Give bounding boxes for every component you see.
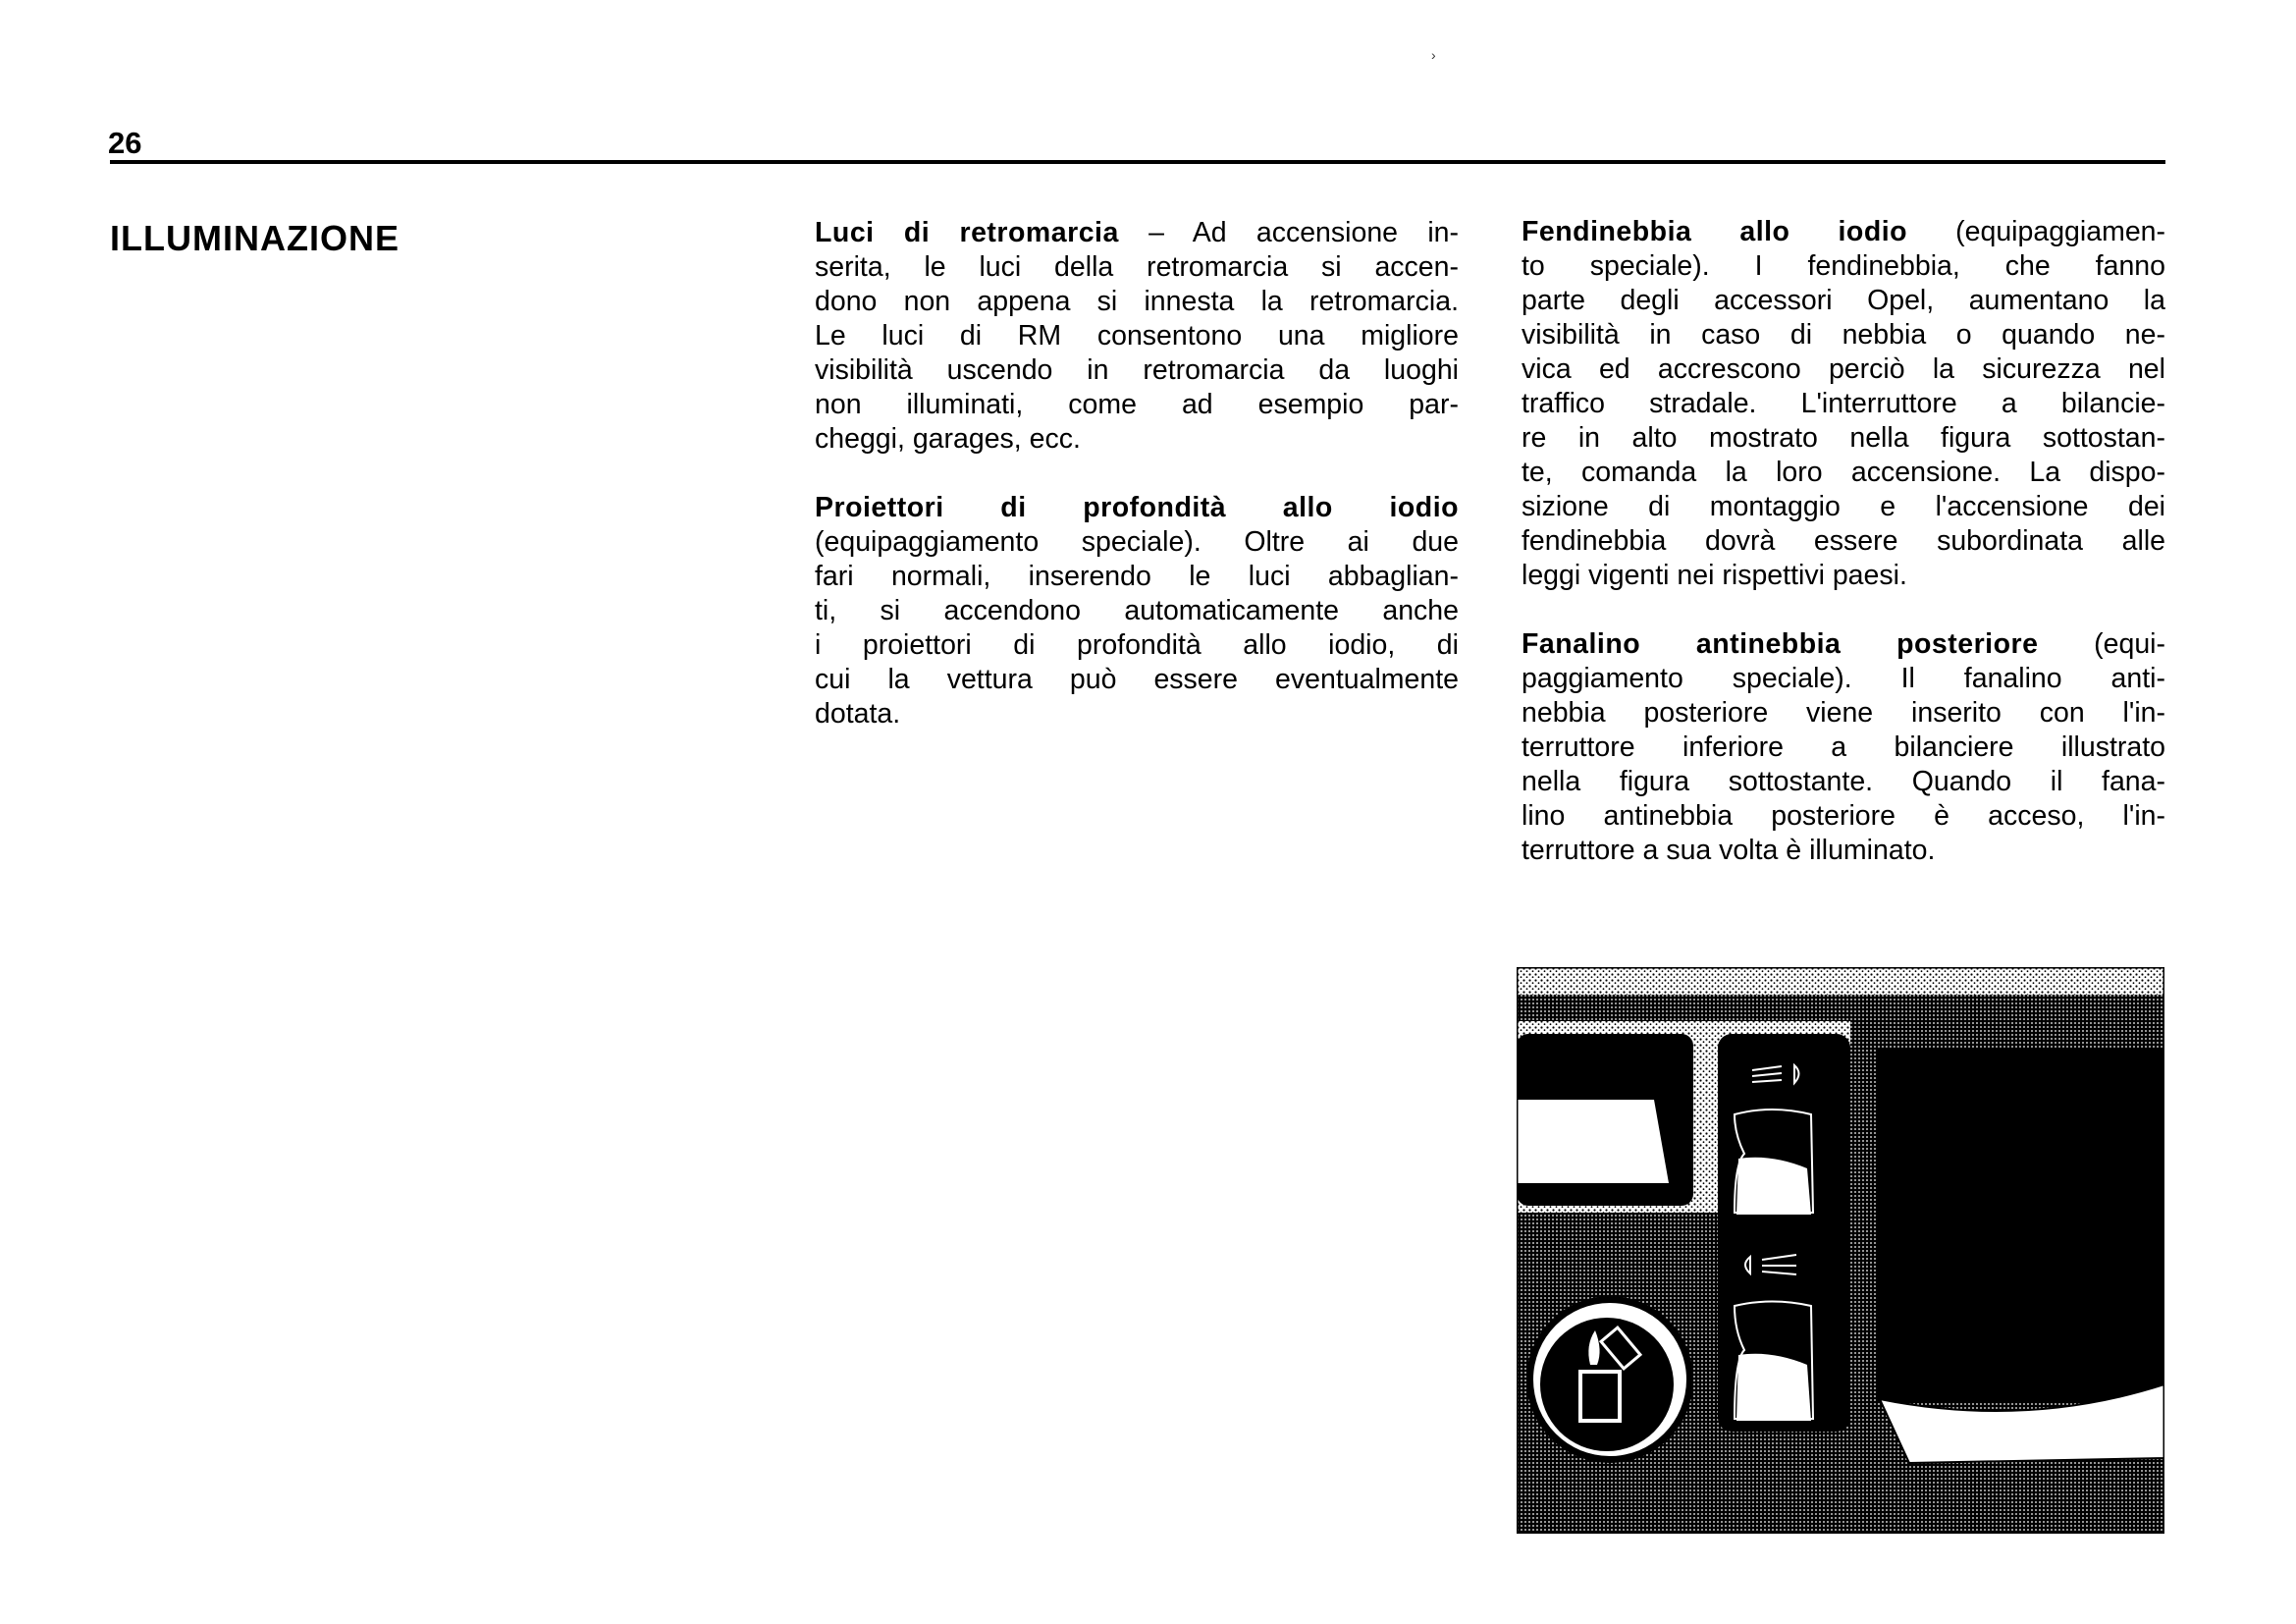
heading-word: profondità: [1083, 492, 1227, 523]
word: Ad: [1192, 217, 1227, 248]
heading-word: di: [903, 217, 931, 248]
cigarette-lighter-icon: [1526, 1296, 1693, 1463]
dashboard-switch-illustration: [1517, 967, 2164, 1534]
display-window: [1517, 1034, 1693, 1206]
heading-word: retromarcia: [959, 217, 1119, 248]
text-line: paggiamento speciale). Il fanalino anti-: [1522, 663, 2165, 694]
rocker-switch-housing: [1718, 1034, 1850, 1432]
heading-word: antinebbia: [1695, 628, 1842, 660]
heading-word: Fanalino: [1522, 628, 1641, 660]
text-line: serita, le luci della retromarcia si accen-: [815, 251, 1459, 283]
header-rule: [110, 160, 2165, 164]
paragraph: [815, 491, 1459, 731]
text-line: ti, si accendono automaticamente anche: [815, 595, 1459, 626]
text-line: te, comanda la loro accensione. La dispo-: [1522, 457, 2165, 488]
text-line: nella figura sottostante. Quando il fana-: [1522, 766, 2165, 797]
text-line: dono non appena si innesta la retromarcia.: [815, 286, 1459, 317]
text-line: cui la vettura può essere eventualmente: [815, 664, 1459, 695]
heading-word: allo: [1739, 216, 1790, 247]
word: (equi-: [2094, 628, 2166, 660]
section-title: ILLUMINAZIONE: [110, 218, 400, 258]
heading-word: di: [1000, 492, 1027, 523]
text-line: non illuminati, come ad esempio par-: [815, 389, 1459, 420]
text-line: fari normali, inserendo le luci abbaglian-: [815, 561, 1459, 592]
text-line: [815, 216, 1459, 250]
paragraph: [1522, 215, 2165, 593]
heading-word: Proiettori: [815, 492, 944, 523]
text-line: sizione di montaggio e l'accensione dei: [1522, 491, 2165, 522]
heading-word: iodio: [1389, 492, 1460, 523]
word: accensione: [1255, 217, 1399, 248]
text-line: visibilità in caso di nebbia o quando ne-: [1522, 319, 2165, 351]
scan-speck: ›: [1431, 47, 1436, 63]
text-line: (equipaggiamento speciale). Oltre ai due: [815, 526, 1459, 558]
text-line: vica ed accrescono perciò la sicurezza nel: [1522, 353, 2165, 385]
word: –: [1148, 217, 1164, 248]
text-line: Le luci di RM consentono una migliore: [815, 320, 1459, 352]
text-line: re in alto mostrato nella figura sottostan-: [1522, 422, 2165, 454]
heading-word: Luci: [815, 217, 875, 248]
text-line: visibilità uscendo in retromarcia da luoghi: [815, 354, 1459, 386]
heading-word: Fendinebbia: [1522, 216, 1692, 247]
text-line: [815, 491, 1459, 525]
heading-word: posteriore: [1896, 628, 2039, 660]
text-line: [1522, 215, 2165, 249]
text-line: [1522, 627, 2165, 662]
word: (equipaggiamen-: [1955, 216, 2166, 247]
text-line: dotata.: [815, 698, 901, 730]
text-column-right: [1522, 215, 2165, 902]
heading-word: iodio: [1838, 216, 1908, 247]
text-line: cheggi, garages, ecc.: [815, 423, 1081, 455]
paragraph: [1522, 627, 2165, 868]
text-line: terruttore a sua volta è illuminato.: [1522, 835, 1936, 866]
word: in-: [1427, 217, 1459, 248]
text-line: fendinebbia dovrà essere subordinata alle: [1522, 525, 2165, 557]
text-column-left: [815, 216, 1459, 766]
text-line: i proiettori di profondità allo iodio, di: [815, 629, 1459, 661]
text-line: terruttore inferiore a bilanciere illustrato: [1522, 731, 2165, 763]
text-line: parte degli accessori Opel, aumentano la: [1522, 285, 2165, 316]
text-line: nebbia posteriore viene inserito con l'in-: [1522, 697, 2165, 729]
text-line: leggi vigenti nei rispettivi paesi.: [1522, 560, 1907, 591]
heading-word: allo: [1282, 492, 1333, 523]
text-line: traffico stradale. L'interruttore a bilancie-: [1522, 388, 2165, 419]
paragraph: [815, 216, 1459, 457]
text-line: to speciale). I fendinebbia, che fanno: [1522, 250, 2165, 282]
text-line: lino antinebbia posteriore è acceso, l'in-: [1522, 800, 2165, 832]
page-number: 26: [108, 126, 142, 160]
